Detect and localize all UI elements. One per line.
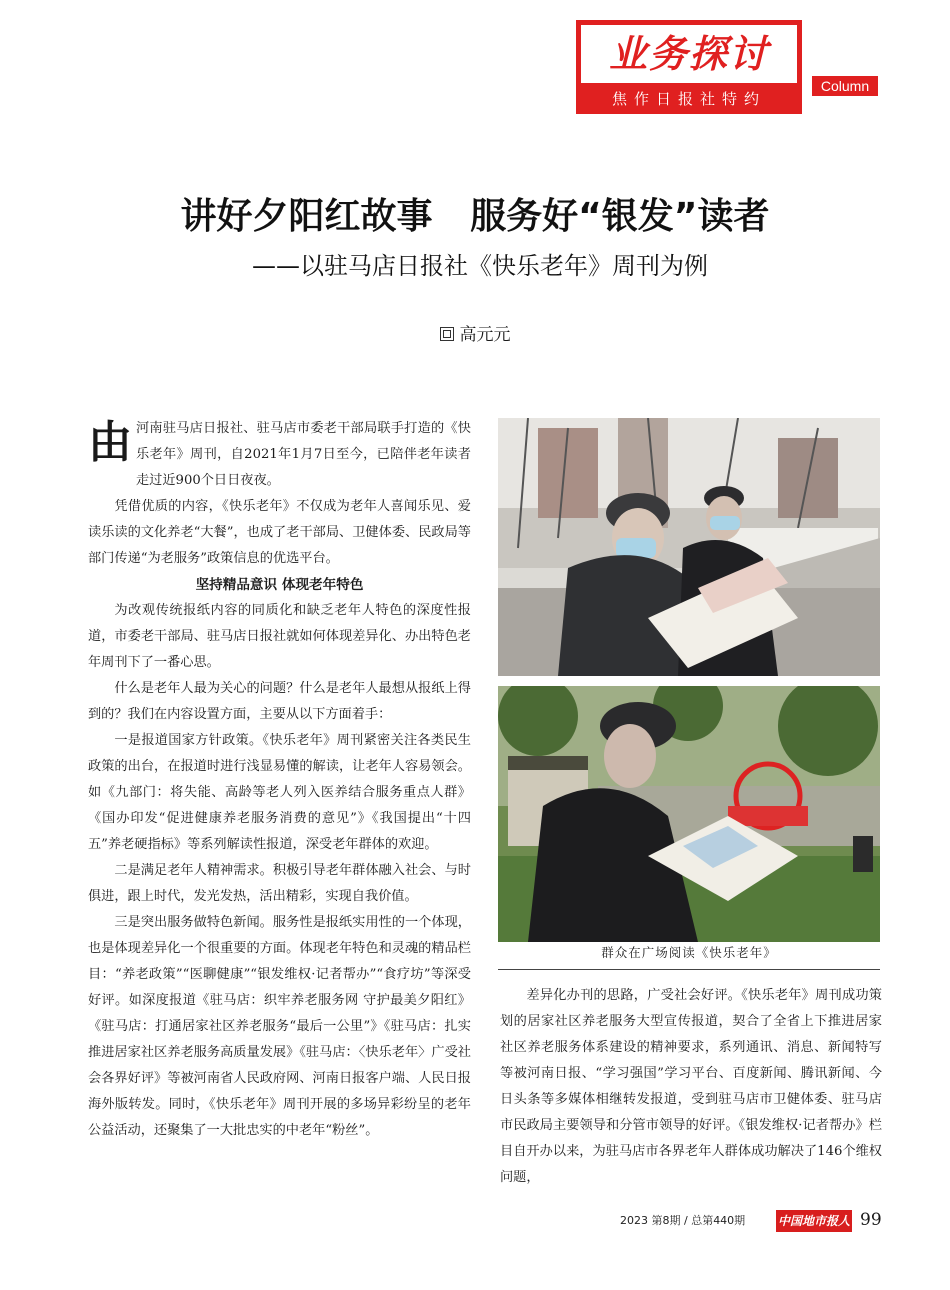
section-heading: 坚持精品意识 体现老年特色 [195, 577, 364, 593]
photo-man-reading-plaza [498, 686, 880, 942]
magazine-logo: 中国地市报人 [776, 1210, 852, 1232]
column-badge [576, 20, 802, 114]
paragraph-2: 凭借优质的内容，《快乐老年》不仅成为老年人喜闻乐见、爱读乐读的文化养老“大餐”，也成了老干部局、卫健体委、民政局等部门传递“为老服务”政策信息的优选平台。 [88, 499, 471, 566]
issue-info: 2023 第8期 / 总第440期 [620, 1214, 746, 1227]
author-name: 高元元 [459, 325, 511, 345]
left-column [88, 416, 471, 1144]
paragraph-4: 什么是老年人最为关心的问题？什么是老年人最想从报纸上得到的？我们在内容设置方面，主要从以下方面着手： [88, 681, 471, 722]
article-title: 讲好夕阳红故事 服务好“银发”读者 [180, 196, 770, 237]
paragraph-3: 为改观传统报纸内容的同质化和缺乏老年人特色的深度性报道，市委老干部局、驻马店日报社就如何体现差异化、办出特色老年周刊下了一番心思。 [88, 603, 471, 670]
badge-title-box [581, 25, 797, 83]
badge-subtitle: 焦作日报社特约 [611, 90, 766, 108]
paragraph-5: 一是报道国家方针政策。《快乐老年》周刊紧密关注各类民生政策的出台，在报道时进行浅显易懂的解读，让老年人容易领会。如《九部门：将失能、高龄等老人列入医养结合服务重点人群》《国办印发“促进健康养老服务消费的意见”》《我国提出“十四五”养老硬指标》等系列解读性报道，深受老年群体的欢迎。 [88, 733, 471, 852]
paragraph-8: 差异化办刊的思路，广受社会好评。《快乐老年》周刊成功策划的居家社区养老服务大型宣传报道，契合了全省上下推进居家社区养老服务体系建设的精神要求，系列通讯、消息、新闻特写等被河南日报、“学习强国”学习平台、百度新闻、腾讯新闻、今日头条等多媒体相继转发报道，受到驻马店市卫健体委、驻马店市民政局主要领导和分管市领导的好评。《银发维权·记者帮办》栏目自开办以来，为驻马店市各界老年人群体成功解决了146个维权问题， [500, 988, 882, 1185]
right-column [500, 983, 882, 1191]
photo-two-men-reading [498, 418, 880, 676]
drop-cap: 由 [88, 417, 132, 468]
page-number: 99 [860, 1210, 882, 1230]
column-tag: Column [812, 76, 878, 96]
photo-caption: 群众在广场阅读《快乐老年》 [601, 945, 777, 960]
paragraph-6: 二是满足老年人精神需求。积极引导老年群体融入社会、与时俱进，跟上时代，发光发热，活出精彩，实现自我价值。 [88, 863, 471, 904]
paragraph-7: 三是突出服务做特色新闻。服务性是报纸实用性的一个体现，也是体现差异化一个很重要的方面。体现老年特色和灵魂的精品栏目：“养老政策”“医聊健康”“银发维权·记者帮办”“食疗坊”等深受好评。如深度报道《驻马店：织牢养老服务网 守护最美夕阳红》《驻马店：打通居家社区养老服务“最后一公里”》《驻马店：扎实推进居家社区养老服务高质量发展》《驻马店：〈快乐老年〉广受社会各界好评》等被河南省人民政府网、河南日报客户端、人民日报海外版转发。同时，《快乐老年》周刊开展的多场异彩纷呈的老年公益活动，还聚集了一大批忠实的中老年“粉丝”。 [88, 915, 471, 1138]
author-line [0, 322, 950, 348]
paragraph-1 [88, 416, 471, 494]
badge-title: 业务探讨 [608, 32, 769, 76]
paragraph-1-text: 河南驻马店日报社、驻马店市委老干部局联手打造的《快乐老年》周刊，自2021年1月7日至今，已陪伴老年读者走过近900个日日夜夜。 [136, 421, 471, 488]
author-box-icon [440, 327, 454, 341]
article-subtitle: ——以驻马店日报社《快乐老年》周刊为例 [252, 252, 708, 280]
caption-rule [498, 969, 880, 970]
